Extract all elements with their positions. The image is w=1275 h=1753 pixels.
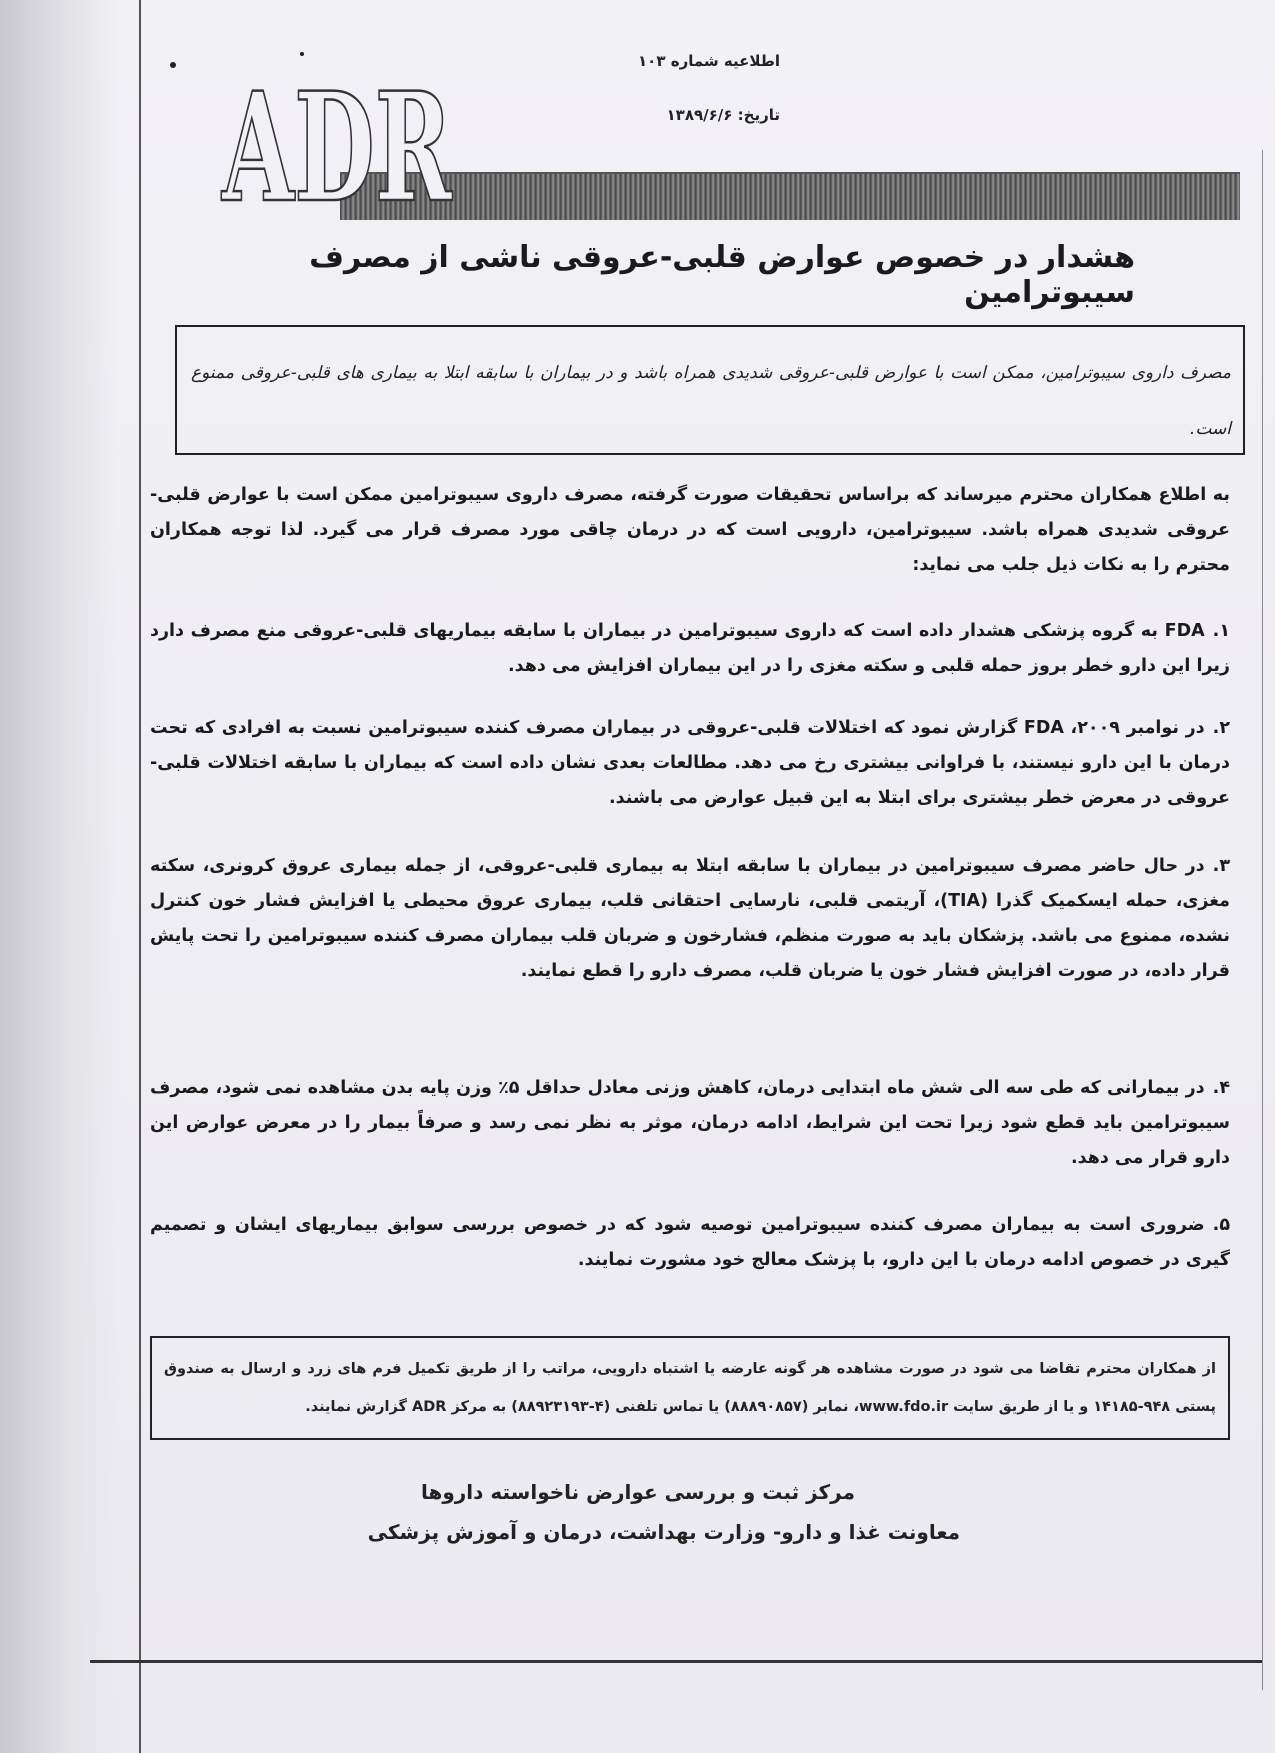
contact-box (150, 1336, 1230, 1440)
item-text: FDA به گروه پزشکی هشدار داده است که داروی سیبوترامین در بیماران با سابقه بیماریهای قلبی-عروقی منع مصرف دارد زیرا این دارو خطر بروز حمله قلبی و سکته مغزی را در این بیماران افزایش می دهد. (150, 621, 1230, 676)
footer-ministry-name: معاونت غذا و دارو- وزارت بهداشت، درمان و آموزش پزشکی (367, 1520, 960, 1544)
item-number: ۵. (1212, 1215, 1230, 1235)
bottom-rule (90, 1660, 1262, 1663)
item-number: ۳. (1212, 856, 1230, 876)
logo-band (340, 172, 1240, 220)
list-item (150, 711, 1230, 816)
item-text: ضروری است به بیماران مصرف کننده سیبوترامین توصیه شود که در خصوص بررسی سوابق بیماریهای ایشان و تصمیم گیری در خصوص ادامه درمان با این دارو، با پزشک معالج خود مشورت نمایند. (150, 1215, 1230, 1270)
item-text: در حال حاضر مصرف سیبوترامین در بیماران با سابقه ابتلا به بیماری قلبی-عروقی، از جمله بیماری عروق کرونری، سکته مغزی، حمله ایسکمیک گذرا (TIA)، آریتمی قلبی، نارسایی احتقانی قلب، بیماری عروق محیطی یا افزایش فشار خون کنترل نشده، ممنوع می باشد. پزشکان باید به صورت منظم، فشارخون و ضربان قلب بیماران مصرف کننده سیبوترامین را تحت پایش قرار داده، در صورت افزایش فشار خون یا ضربان قلب، مصرف دارو را قطع نمایند. (150, 856, 1230, 981)
notice-date: تاریخ: ۱۳۸۹/۶/۶ (666, 106, 780, 124)
item-number: ۲. (1212, 718, 1230, 738)
notice-number: اطلاعیه شماره ۱۰۳ (638, 52, 780, 70)
adr-logo (222, 40, 462, 240)
item-number: ۱. (1212, 621, 1230, 641)
right-margin-line (1262, 150, 1263, 1690)
contact-text: از همکاران محترم تقاضا می شود در صورت مشاهده هر گونه عارضه یا اشتباه دارویی، مراتب را از طریق تکمیل فرم های زرد و ارسال به صندوق پستی ۹۴۸-۱۴۱۸۵ و یا از طریق سایت www.fdo.ir، نمابر (۸۸۸۹۰۸۵۷) یا تماس تلفنی (۴-۸۸۹۲۳۱۹۳) به مرکز ADR گزارش نمایند. (164, 1361, 1216, 1415)
warning-text: مصرف داروی سیبوترامین، ممکن است با عوارض قلبی-عروقی شدیدی همراه باشد و در بیماران با سابقه ابتلا به بیماری های قلبی-عروقی ممنوع است. (191, 363, 1231, 439)
list-item (150, 1208, 1230, 1278)
item-text: در بیمارانی که طی سه الی شش ماه ابتدایی درمان، کاهش وزنی معادل حداقل ۵٪ وزن پایه بدن مشاهده نمی شود، مصرف سیبوترامین باید قطع شود زیرا تحت این شرایط، ادامه درمان، موثر به نظر نمی رسد و صرفاً بیمار را در معرض عوارض این دارو قرار می دهد. (150, 1078, 1230, 1168)
warning-box (175, 325, 1245, 455)
item-text: در نوامبر ۲۰۰۹، FDA گزارش نمود که اختلالات قلبی-عروقی در بیماران مصرف کننده سیبوترامین نسبت به افرادی که تحت درمان با این دارو نیستند، با فراوانی بیشتری رخ می دهد. مطالعات بعدی نشان داده است که بیماران با سابقه اختلالات قلبی-عروقی در معرض خطر بیشتری برای ابتلا به این قبیل عوارض می باشند. (150, 718, 1230, 808)
scan-speck (170, 62, 176, 68)
footer-center-name: مرکز ثبت و بررسی عوارض ناخواسته داروها (420, 1480, 855, 1504)
adr-logo-text: ADR (220, 60, 453, 236)
list-item (150, 849, 1230, 989)
page-title: هشدار در خصوص عوارض قلبی-عروقی ناشی از مصرف سیبوترامین (309, 240, 1135, 310)
scan-shadow (0, 0, 120, 1753)
list-item (150, 1071, 1230, 1176)
intro-paragraph: به اطلاع همکاران محترم میرساند که براساس تحقیقات صورت گرفته، مصرف داروی سیبوترامین ممکن است با عوارض قلبی-عروقی شدیدی همراه باشد. سیبوترامین، دارویی است که در درمان چاقی مورد مصرف قرار می گیرد. لذا توجه همکاران محترم را به نکات ذیل جلب می نماید: (150, 485, 1230, 575)
list-item (150, 614, 1230, 684)
item-number: ۴. (1212, 1078, 1230, 1098)
left-margin-line (139, 0, 141, 1753)
